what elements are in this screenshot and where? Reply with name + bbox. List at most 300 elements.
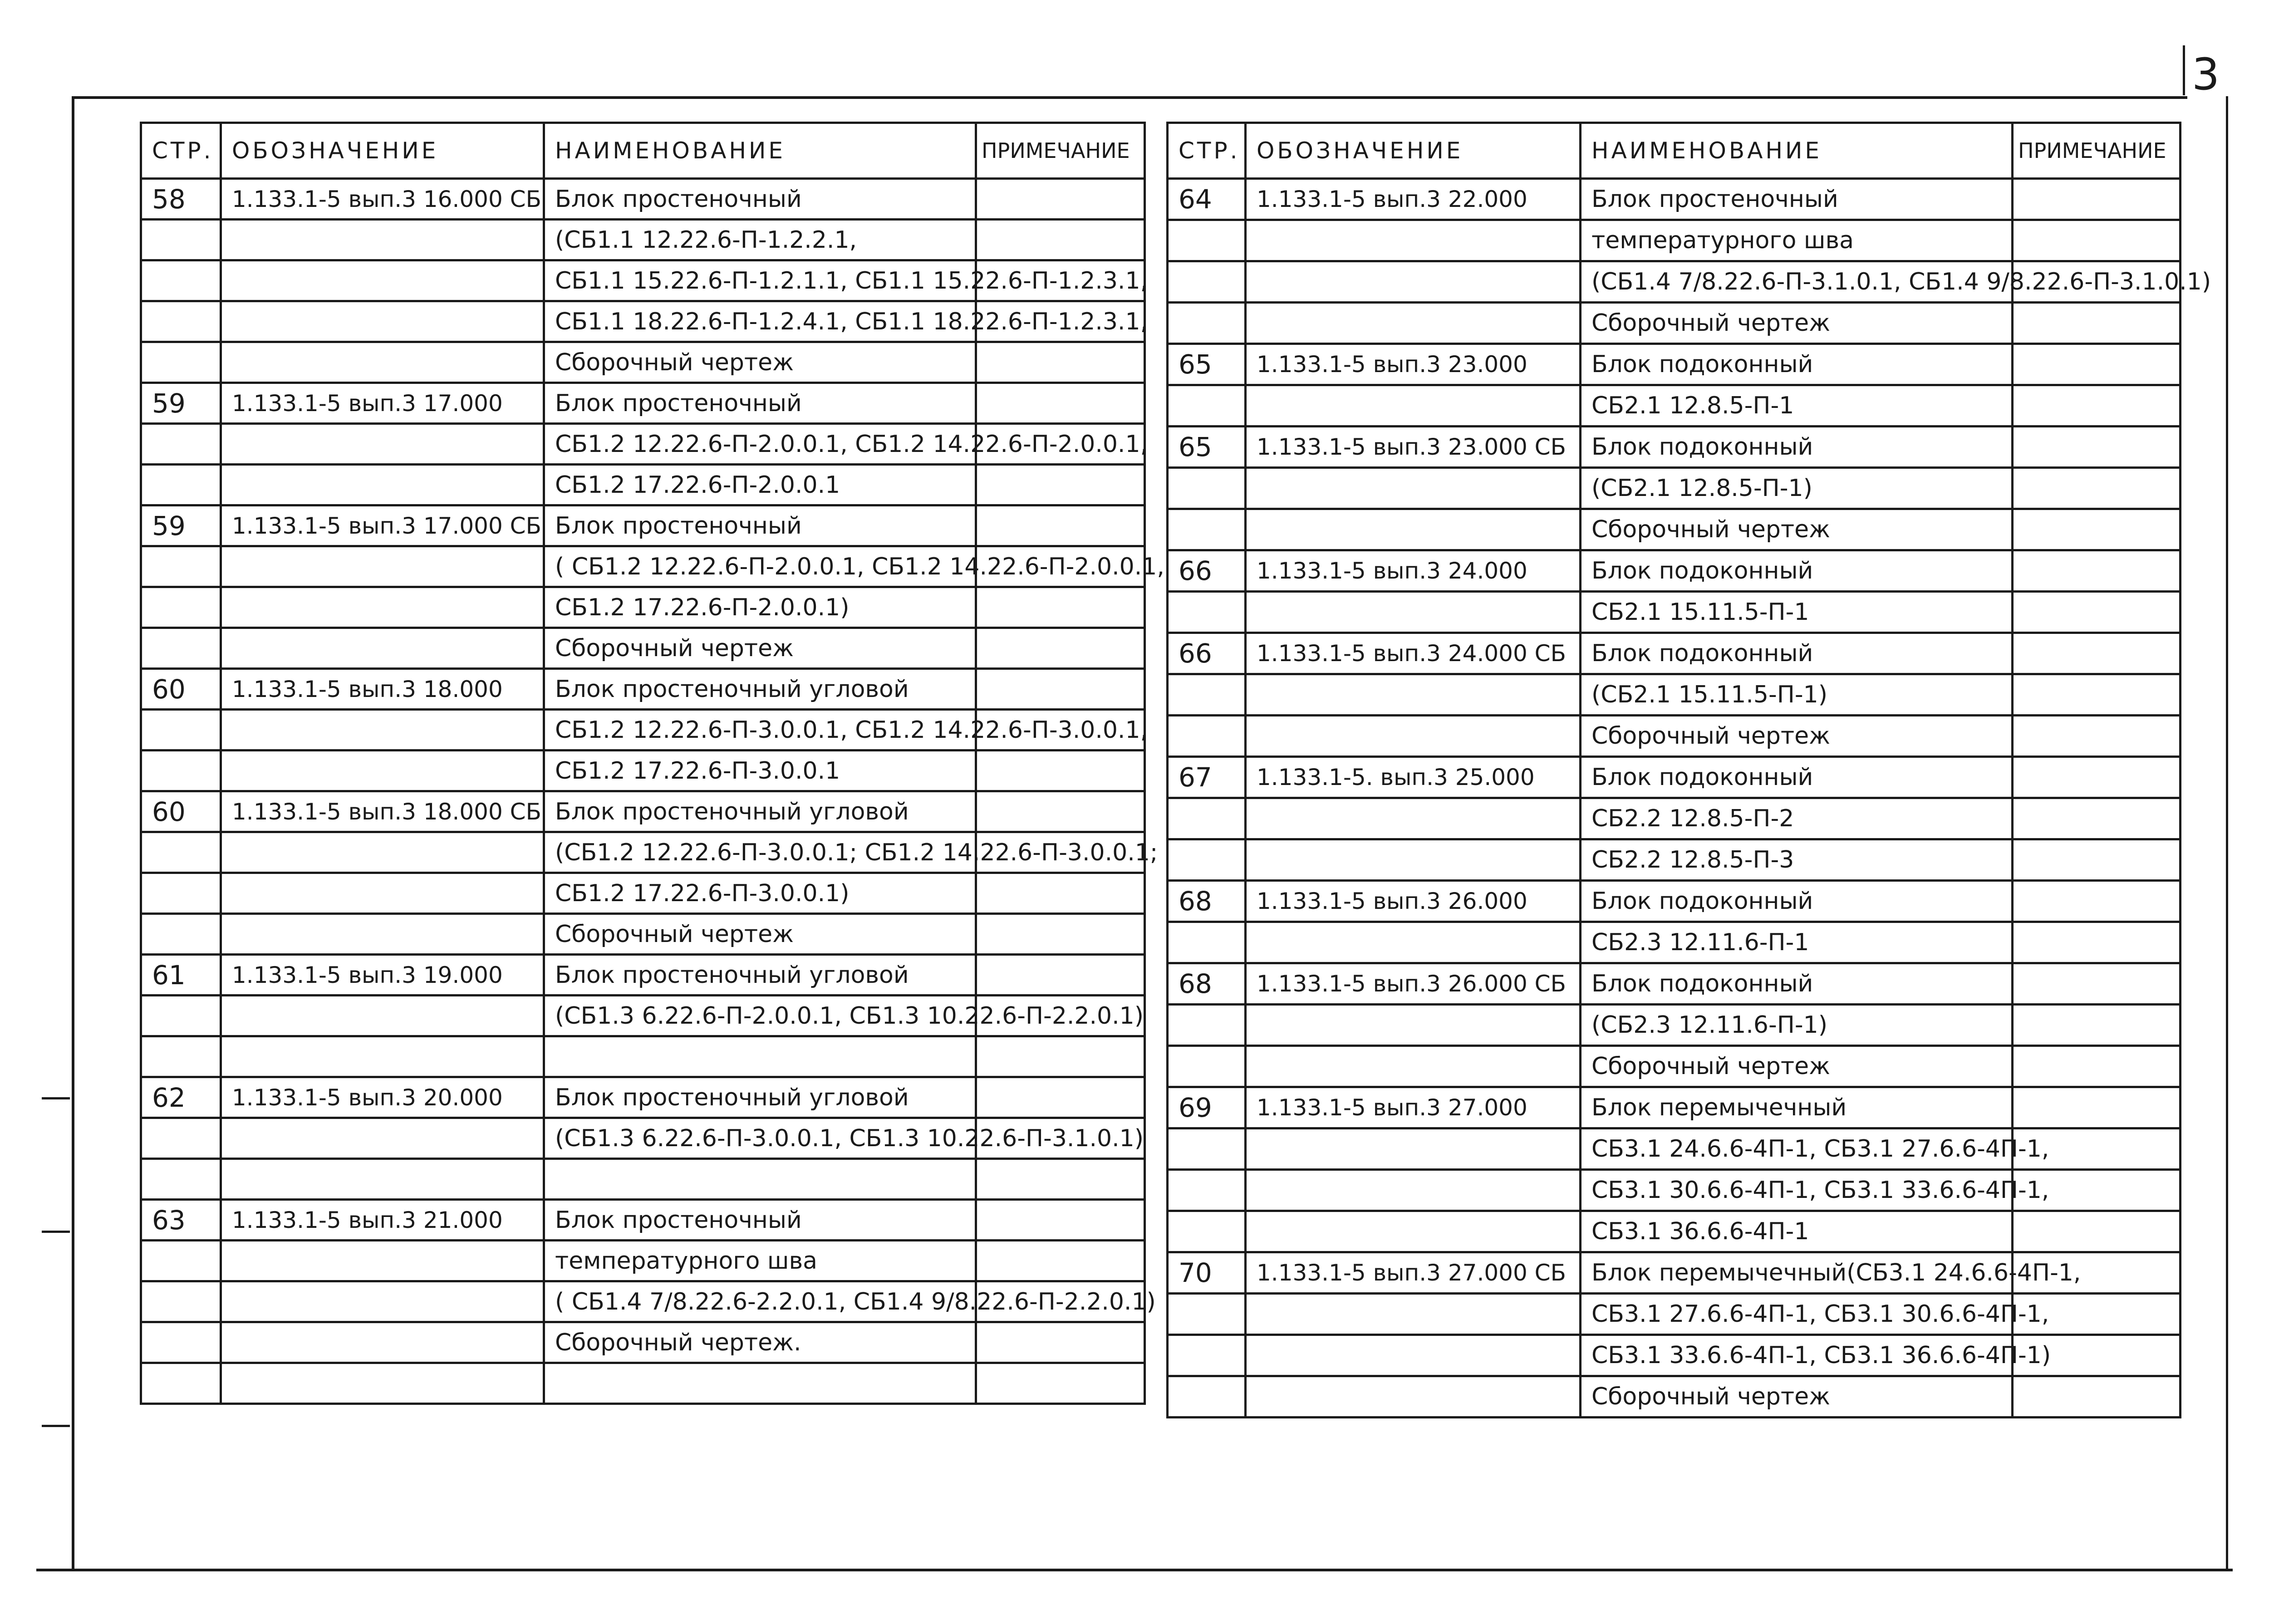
cell-designation: 1.133.1-5 вып.3 19.000 <box>221 955 544 996</box>
cell-page <box>141 628 221 669</box>
cell-page <box>1168 1376 1246 1418</box>
table-row <box>1168 468 2181 509</box>
table-row <box>141 1363 1145 1404</box>
table-row <box>1168 798 2181 839</box>
table-row <box>1168 716 2181 757</box>
table-row <box>141 424 1145 465</box>
cell-note <box>2013 592 2181 633</box>
cell-designation <box>221 1322 544 1363</box>
cell-designation: 1.133.1-5 вып.3 16.000 СБ <box>221 179 544 220</box>
cell-designation <box>1246 1128 1581 1170</box>
binding-tick <box>42 1231 70 1233</box>
col-page-header: СТР. <box>1168 123 1246 179</box>
cell-name: Блок простеночный <box>544 383 976 424</box>
cell-note <box>976 465 1145 505</box>
cell-name: Сборочный чертеж <box>1581 1046 2013 1087</box>
cell-designation <box>1246 798 1581 839</box>
cell-name: Блок простеночный угловой <box>544 955 976 996</box>
cell-note <box>976 1200 1145 1241</box>
cell-designation <box>221 751 544 791</box>
table-row <box>1168 1170 2181 1211</box>
contents-table-left <box>140 122 1164 1405</box>
cell-designation <box>1246 922 1581 963</box>
col-page-header: СТР. <box>141 123 221 179</box>
cell-name <box>544 1159 976 1200</box>
cell-designation: 1.133.1-5 вып.3 18.000 СБ <box>221 791 544 832</box>
cell-name: СБ2.3 12.11.6-П-1 <box>1581 922 2013 963</box>
cell-designation: 1.133.1-5 вып.3 22.000 <box>1246 179 1581 220</box>
cell-name: СБ2.1 15.11.5-П-1 <box>1581 592 2013 633</box>
table-row <box>141 1077 1145 1118</box>
cell-note <box>2013 344 2181 385</box>
cell-page: 66 <box>1168 633 1246 674</box>
col-designation-header: ОБОЗНАЧЕНИЕ <box>221 123 544 179</box>
table-row <box>1168 1211 2181 1252</box>
cell-designation <box>221 1036 544 1077</box>
cell-designation <box>1246 839 1581 881</box>
cell-name: Блок подоконный <box>1581 633 2013 674</box>
table-row <box>141 751 1145 791</box>
col-name-header: НАИМЕНОВАНИЕ <box>1581 123 2013 179</box>
cell-name: температурного шва <box>544 1241 976 1281</box>
table-row <box>1168 220 2181 261</box>
cell-name: Блок перемычечный <box>1581 1087 2013 1128</box>
cell-name: Блок подоконный <box>1581 757 2013 798</box>
cell-designation <box>221 1281 544 1322</box>
cell-note <box>2013 1087 2181 1128</box>
cell-note <box>2013 716 2181 757</box>
cell-designation <box>221 1118 544 1159</box>
col-designation-header: ОБОЗНАЧЕНИЕ <box>1246 123 1581 179</box>
table-row <box>1168 1046 2181 1087</box>
cell-note <box>976 751 1145 791</box>
table-row <box>141 628 1145 669</box>
cell-page <box>1168 261 1246 303</box>
cell-note <box>976 1036 1145 1077</box>
cell-note <box>976 914 1145 955</box>
cell-designation <box>1246 261 1581 303</box>
table-row <box>141 1241 1145 1281</box>
cell-note <box>2013 427 2181 468</box>
cell-page: 64 <box>1168 179 1246 220</box>
cell-page: 61 <box>141 955 221 996</box>
cell-name <box>544 1363 976 1404</box>
cell-designation: 1.133.1-5 вып.3 26.000 СБ <box>1246 963 1581 1005</box>
cell-page: 58 <box>141 179 221 220</box>
cell-note <box>2013 881 2181 922</box>
cell-designation <box>221 587 544 628</box>
table-row <box>141 1281 1145 1322</box>
cell-note <box>2013 179 2181 220</box>
cell-page: 65 <box>1168 344 1246 385</box>
cell-name: Блок простеночный <box>544 1200 976 1241</box>
cell-name <box>544 1036 976 1077</box>
cell-designation: 1.133.1-5 вып.3 17.000 СБ <box>221 505 544 546</box>
table-row <box>1168 633 2181 674</box>
cell-page <box>141 546 221 587</box>
cell-name: Блок подоконный <box>1581 963 2013 1005</box>
cell-name: Блок подоконный <box>1581 550 2013 592</box>
table-header <box>141 123 1145 179</box>
cell-designation <box>221 996 544 1036</box>
cell-page <box>141 832 221 873</box>
cell-page: 67 <box>1168 757 1246 798</box>
cell-designation <box>221 1363 544 1404</box>
cell-designation <box>1246 1046 1581 1087</box>
cell-page: 62 <box>141 1077 221 1118</box>
cell-name: Сборочный чертеж <box>544 342 976 383</box>
table-row <box>141 1159 1145 1200</box>
cell-note <box>976 179 1145 220</box>
cell-name: Блок перемычечный(СБ3.1 24.6.6-4П-1, <box>1581 1252 2013 1294</box>
table-row <box>1168 757 2181 798</box>
cell-note <box>976 587 1145 628</box>
cell-page <box>1168 922 1246 963</box>
binding-tick <box>42 1097 70 1099</box>
cell-page <box>1168 1170 1246 1211</box>
cell-designation <box>1246 468 1581 509</box>
cell-name: температурного шва <box>1581 220 2013 261</box>
cell-name: СБ2.1 12.8.5-П-1 <box>1581 385 2013 427</box>
cell-page <box>1168 468 1246 509</box>
cell-page <box>141 220 221 260</box>
table-row <box>1168 922 2181 963</box>
cell-note <box>2013 385 2181 427</box>
cell-designation <box>221 424 544 465</box>
table-row <box>1168 1005 2181 1046</box>
cell-page <box>1168 509 1246 550</box>
cell-page: 66 <box>1168 550 1246 592</box>
table-row <box>141 587 1145 628</box>
table-header <box>1168 123 2181 179</box>
frame-bottom-line <box>36 1569 2233 1571</box>
cell-name: Блок подоконный <box>1581 427 2013 468</box>
cell-page <box>141 1241 221 1281</box>
table-row <box>141 955 1145 996</box>
cell-designation <box>221 710 544 751</box>
contents-table-right <box>1166 122 2211 1418</box>
cell-page <box>141 587 221 628</box>
cell-note <box>976 1159 1145 1200</box>
cell-name: Блок простеночный <box>1581 179 2013 220</box>
cell-designation <box>221 1159 544 1200</box>
cell-note <box>976 505 1145 546</box>
cell-name: СБ1.2 12.22.6-П-2.0.0.1, СБ1.2 14.22.6-П-2.0.0.1, <box>544 424 976 465</box>
cell-name: СБ1.2 17.22.6-П-3.0.0.1 <box>544 751 976 791</box>
cell-designation: 1.133.1-5 вып.3 17.000 <box>221 383 544 424</box>
frame-top-line <box>72 96 2187 99</box>
cell-note <box>2013 839 2181 881</box>
cell-page <box>141 1281 221 1322</box>
cell-page: 59 <box>141 383 221 424</box>
cell-page: 65 <box>1168 427 1246 468</box>
cell-page <box>1168 716 1246 757</box>
cell-note <box>2013 1005 2181 1046</box>
cell-designation: 1.133.1-5 вып.3 27.000 <box>1246 1087 1581 1128</box>
cell-designation: 1.133.1-5 вып.3 23.000 СБ <box>1246 427 1581 468</box>
cell-page <box>141 1159 221 1200</box>
cell-page <box>141 914 221 955</box>
cell-designation: 1.133.1-5 вып.3 24.000 СБ <box>1246 633 1581 674</box>
cell-note <box>2013 633 2181 674</box>
cell-name: Блок простеночный угловой <box>544 1077 976 1118</box>
table-row <box>1168 550 2181 592</box>
cell-page <box>141 465 221 505</box>
cell-name: СБ3.1 36.6.6-4П-1 <box>1581 1211 2013 1252</box>
cell-designation <box>221 465 544 505</box>
table-row <box>1168 839 2181 881</box>
cell-name: Сборочный чертеж <box>544 628 976 669</box>
cell-name: Блок простеночный угловой <box>544 669 976 710</box>
frame-right-line <box>2226 96 2228 1569</box>
cell-note <box>976 342 1145 383</box>
table-row <box>141 1200 1145 1241</box>
table-row <box>141 260 1145 301</box>
cell-page <box>1168 1005 1246 1046</box>
cell-designation <box>1246 220 1581 261</box>
cell-name: СБ2.2 12.8.5-П-2 <box>1581 798 2013 839</box>
table-row <box>1168 1376 2181 1418</box>
table-row <box>1168 385 2181 427</box>
cell-note <box>2013 1211 2181 1252</box>
cell-page <box>141 424 221 465</box>
cell-name: СБ3.1 33.6.6-4П-1, СБ3.1 36.6.6-4П-1) <box>1581 1335 2013 1376</box>
table-row <box>1168 1335 2181 1376</box>
cell-name: СБ1.2 17.22.6-П-2.0.0.1) <box>544 587 976 628</box>
cell-name: (СБ1.3 6.22.6-П-3.0.0.1, СБ1.3 10.22.6-П-3.1.0.1) <box>544 1118 976 1159</box>
cell-page <box>141 1363 221 1404</box>
table-row <box>1168 303 2181 344</box>
cell-name: ( СБ1.2 12.22.6-П-2.0.0.1, СБ1.2 14.22.6-П-2.0.0.1, <box>544 546 976 587</box>
cell-page <box>1168 798 1246 839</box>
cell-note <box>2013 963 2181 1005</box>
cell-name: (СБ1.2 12.22.6-П-3.0.0.1; СБ1.2 14.22.6-П-3.0.0.1; <box>544 832 976 873</box>
cell-designation <box>221 1241 544 1281</box>
cell-page <box>141 1118 221 1159</box>
cell-designation: 1.133.1-5 вып.3 23.000 <box>1246 344 1581 385</box>
page-number: 3 <box>2192 49 2220 100</box>
table-row <box>1168 427 2181 468</box>
cell-name: Блок простеночный угловой <box>544 791 976 832</box>
cell-note <box>976 628 1145 669</box>
cell-note <box>976 669 1145 710</box>
table-row <box>141 1118 1145 1159</box>
cell-designation <box>1246 509 1581 550</box>
table-row <box>141 669 1145 710</box>
table-row <box>141 1036 1145 1077</box>
cell-designation <box>1246 1335 1581 1376</box>
cell-page <box>1168 385 1246 427</box>
cell-note <box>2013 757 2181 798</box>
binding-tick <box>42 1425 70 1427</box>
cell-designation: 1.133.1-5 вып.3 24.000 <box>1246 550 1581 592</box>
cell-name: СБ2.2 12.8.5-П-3 <box>1581 839 2013 881</box>
table-row <box>141 220 1145 260</box>
cell-designation <box>221 914 544 955</box>
cell-name: (СБ1.4 7/8.22.6-П-3.1.0.1, СБ1.4 9/8.22.6-П-3.1.0.1) <box>1581 261 2013 303</box>
table-row <box>141 342 1145 383</box>
cell-designation <box>1246 303 1581 344</box>
cell-note <box>976 1241 1145 1281</box>
table-row <box>1168 1294 2181 1335</box>
table-row <box>141 179 1145 220</box>
cell-name: (СБ1.3 6.22.6-П-2.0.0.1, СБ1.3 10.22.6-П-2.2.0.1) <box>544 996 976 1036</box>
cell-page: 63 <box>141 1200 221 1241</box>
frame-left-line <box>72 96 74 1569</box>
cell-designation <box>221 873 544 914</box>
cell-designation <box>1246 1211 1581 1252</box>
table-row <box>141 301 1145 342</box>
cell-name: Сборочный чертеж <box>1581 716 2013 757</box>
cell-page <box>141 710 221 751</box>
cell-designation <box>221 260 544 301</box>
cell-note <box>2013 220 2181 261</box>
cell-name: СБ3.1 27.6.6-4П-1, СБ3.1 30.6.6-4П-1, <box>1581 1294 2013 1335</box>
table-row <box>141 465 1145 505</box>
table-row <box>1168 963 2181 1005</box>
cell-note <box>2013 1376 2181 1418</box>
cell-name: (СБ2.1 12.8.5-П-1) <box>1581 468 2013 509</box>
table-row <box>1168 674 2181 716</box>
cell-page <box>141 301 221 342</box>
cell-designation <box>1246 385 1581 427</box>
cell-page: 68 <box>1168 881 1246 922</box>
cell-designation <box>1246 1376 1581 1418</box>
cell-page <box>1168 839 1246 881</box>
cell-designation: 1.133.1-5 вып.3 21.000 <box>221 1200 544 1241</box>
table-row <box>141 873 1145 914</box>
cell-page <box>141 1036 221 1077</box>
table-row <box>1168 881 2181 922</box>
cell-note <box>976 220 1145 260</box>
cell-designation <box>1246 674 1581 716</box>
cell-name: Сборочный чертеж <box>1581 509 2013 550</box>
cell-page <box>1168 1335 1246 1376</box>
cell-name: (СБ2.1 15.11.5-П-1) <box>1581 674 2013 716</box>
cell-name: СБ1.2 12.22.6-П-3.0.0.1, СБ1.2 14.22.6-П-3.0.0.1, <box>544 710 976 751</box>
cell-page: 69 <box>1168 1087 1246 1128</box>
table-body-left <box>141 179 1164 1404</box>
table-row <box>141 996 1145 1036</box>
cell-page <box>141 342 221 383</box>
cell-note <box>2013 1046 2181 1087</box>
cell-designation: 1.133.1-5 вып.3 18.000 <box>221 669 544 710</box>
cell-note <box>2013 303 2181 344</box>
cell-name: Сборочный чертеж <box>1581 303 2013 344</box>
table-row <box>141 710 1145 751</box>
cell-designation <box>1246 1294 1581 1335</box>
table-row <box>141 505 1145 546</box>
cell-name: СБ1.2 17.22.6-П-3.0.0.1) <box>544 873 976 914</box>
cell-note <box>976 1077 1145 1118</box>
cell-page <box>1168 220 1246 261</box>
table-row <box>141 914 1145 955</box>
cell-page: 70 <box>1168 1252 1246 1294</box>
cell-page <box>1168 1046 1246 1087</box>
cell-name: Сборочный чертеж <box>1581 1376 2013 1418</box>
table-row <box>1168 344 2181 385</box>
cell-name: Блок подоконный <box>1581 881 2013 922</box>
cell-designation <box>1246 1170 1581 1211</box>
cell-page <box>1168 592 1246 633</box>
table-row <box>1168 261 2181 303</box>
cell-name: (СБ1.1 12.22.6-П-1.2.2.1, <box>544 220 976 260</box>
col-name-header: НАИМЕНОВАНИЕ <box>544 123 976 179</box>
cell-page: 60 <box>141 669 221 710</box>
cell-page <box>141 996 221 1036</box>
cell-designation: 1.133.1-5 вып.3 26.000 <box>1246 881 1581 922</box>
cell-designation <box>221 342 544 383</box>
cell-page <box>141 260 221 301</box>
cell-name: Блок простеночный <box>544 179 976 220</box>
cell-name: СБ1.2 17.22.6-П-2.0.0.1 <box>544 465 976 505</box>
table-row <box>1168 1087 2181 1128</box>
cell-designation <box>221 546 544 587</box>
cell-designation <box>1246 592 1581 633</box>
cell-page <box>141 751 221 791</box>
cell-note <box>2013 798 2181 839</box>
cell-note <box>2013 674 2181 716</box>
cell-note <box>976 1322 1145 1363</box>
cell-page <box>1168 303 1246 344</box>
cell-designation: 1.133.1-5 вып.3 27.000 СБ <box>1246 1252 1581 1294</box>
cell-page <box>1168 674 1246 716</box>
cell-page: 60 <box>141 791 221 832</box>
cell-name: СБ1.1 15.22.6-П-1.2.1.1, СБ1.1 15.22.6-П-1.2.3.1, <box>544 260 976 301</box>
cell-note <box>976 1363 1145 1404</box>
table-body-right <box>1168 179 2211 1418</box>
cell-note <box>2013 468 2181 509</box>
cell-note <box>976 955 1145 996</box>
table-row <box>141 546 1145 587</box>
cell-note <box>2013 922 2181 963</box>
cell-designation <box>221 832 544 873</box>
table-row <box>141 791 1145 832</box>
cell-note <box>2013 550 2181 592</box>
cell-note <box>976 791 1145 832</box>
cell-page <box>1168 1211 1246 1252</box>
table-row <box>1168 592 2181 633</box>
table-row <box>141 383 1145 424</box>
cell-designation <box>221 220 544 260</box>
table-row <box>1168 1128 2181 1170</box>
col-note-header: ПРИМЕЧАНИЕ <box>976 123 1145 179</box>
cell-page: 59 <box>141 505 221 546</box>
cell-name: (СБ2.3 12.11.6-П-1) <box>1581 1005 2013 1046</box>
cell-designation: 1.133.1-5 вып.3 20.000 <box>221 1077 544 1118</box>
cell-name: СБ1.1 18.22.6-П-1.2.4.1, СБ1.1 18.22.6-П-1.2.3.1, <box>544 301 976 342</box>
table-row <box>141 1322 1145 1363</box>
cell-name: СБ3.1 30.6.6-4П-1, СБ3.1 33.6.6-4П-1, <box>1581 1170 2013 1211</box>
table-row <box>1168 1252 2181 1294</box>
cell-note <box>2013 509 2181 550</box>
cell-page <box>141 1322 221 1363</box>
cell-designation <box>221 301 544 342</box>
cell-note <box>976 873 1145 914</box>
cell-designation <box>221 628 544 669</box>
cell-name: Сборочный чертеж <box>544 914 976 955</box>
cell-name: ( СБ1.4 7/8.22.6-2.2.0.1, СБ1.4 9/8.22.6-П-2.2.0.1) <box>544 1281 976 1322</box>
cell-name: Сборочный чертеж. <box>544 1322 976 1363</box>
cell-designation <box>1246 716 1581 757</box>
page-number-mark <box>2183 45 2185 95</box>
cell-page <box>141 873 221 914</box>
table-row <box>1168 509 2181 550</box>
col-note-header: ПРИМЕЧАНИЕ <box>2013 123 2181 179</box>
cell-name: Блок простеночный <box>544 505 976 546</box>
cell-name: Блок подоконный <box>1581 344 2013 385</box>
cell-page <box>1168 1294 1246 1335</box>
